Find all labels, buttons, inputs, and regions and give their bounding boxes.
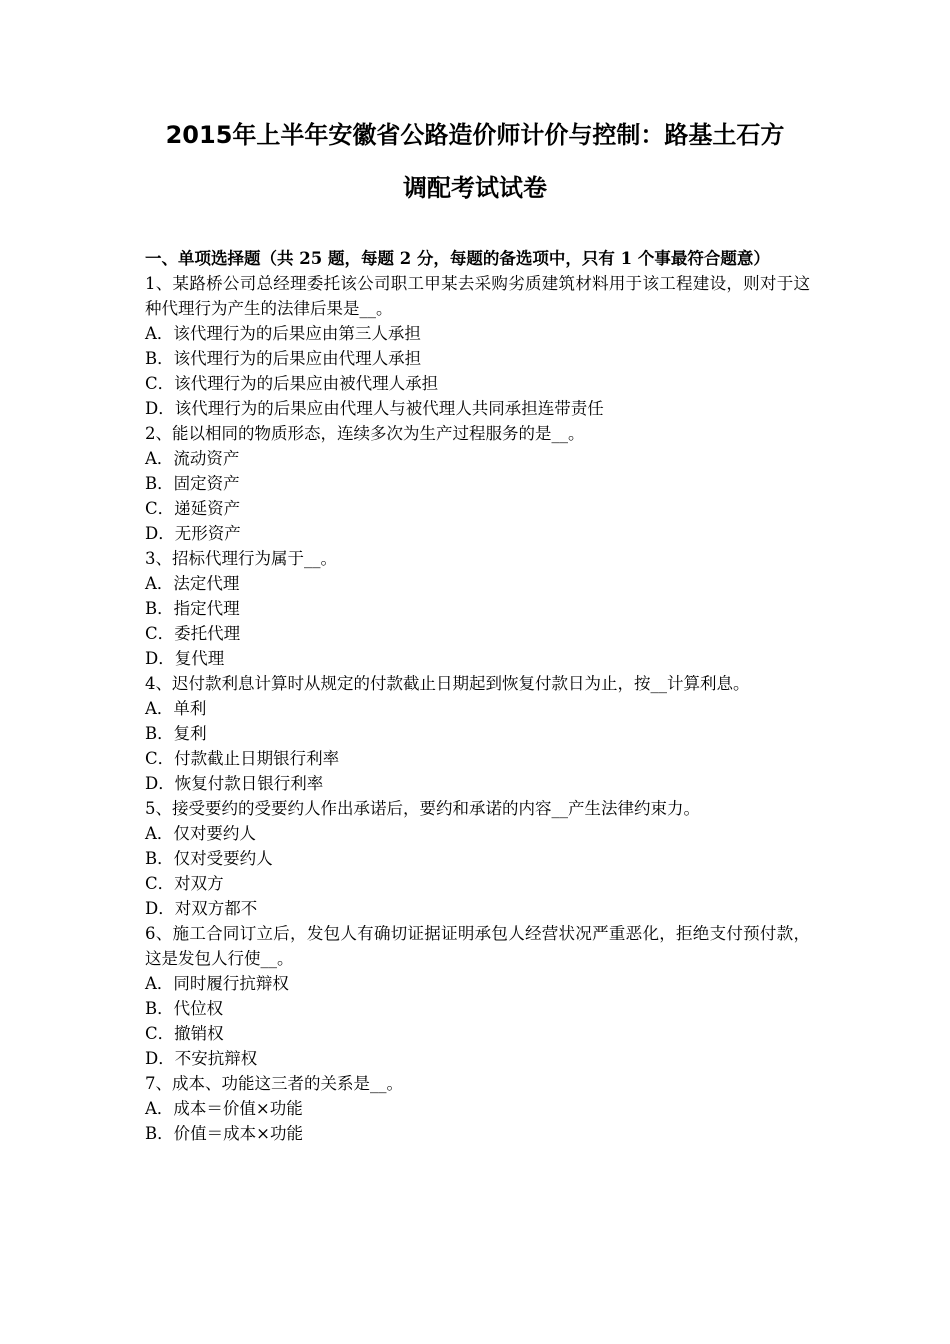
document-title-line-2: 调配考试试卷 [403,174,547,202]
question-5-stem: 5、接受要约的受要约人作出承诺后，要约和承诺的内容__产生法律约束力。 [145,799,700,818]
question-4-option-c: C．付款截止日期银行利率 [145,749,340,768]
question-6-option-d: D．不安抗辩权 [145,1049,258,1068]
question-5-option-d: D．对双方都不 [145,899,258,918]
document-title-line-1: 2015年上半年安徽省公路造价师计价与控制：路基土石方 [165,121,785,149]
question-5-option-b: B．仅对受要约人 [145,849,273,868]
question-2-stem: 2、能以相同的物质形态，连续多次为生产过程服务的是__。 [145,424,585,443]
document-body [145,246,810,1146]
section-heading: 一、单项选择题（共 25 题，每题 2 分，每题的备选项中，只有 1 个事最符合题意） [145,249,770,268]
question-3-option-d: D．复代理 [145,649,225,668]
question-6-option-a: A．同时履行抗辩权 [145,974,289,993]
question-7-stem: 7、成本、功能这三者的关系是__。 [145,1074,403,1093]
question-1-option-a: A．该代理行为的后果应由第三人承担 [145,324,421,343]
question-6-stem: 6、施工合同订立后，发包人有确切证据证明承包人经营状况严重恶化，拒绝支付预付款，这是发包人行使__。 [145,924,810,968]
question-3-option-a: A．法定代理 [145,574,240,593]
question-4-option-b: B．复利 [145,724,207,743]
question-2-option-b: B．固定资产 [145,474,240,493]
question-3-option-c: C．委托代理 [145,624,241,643]
question-1-option-c: C．该代理行为的后果应由被代理人承担 [145,374,439,393]
question-3-option-b: B．指定代理 [145,599,240,618]
question-1-option-b: B．该代理行为的后果应由代理人承担 [145,349,422,368]
question-2-option-c: C．递延资产 [145,499,241,518]
question-2-option-a: A．流动资产 [145,449,240,468]
question-5-option-a: A．仅对要约人 [145,824,256,843]
question-7-option-b: B．价值＝成本×功能 [145,1124,303,1143]
question-2-option-d: D．无形资产 [145,524,241,543]
question-6-option-c: C．撤销权 [145,1024,224,1043]
question-3-stem: 3、招标代理行为属于__。 [145,549,337,568]
question-5-option-c: C．对双方 [145,874,224,893]
question-6-option-b: B．代位权 [145,999,224,1018]
question-4-option-d: D．恢复付款日银行利率 [145,774,324,793]
question-4-option-a: A．单利 [145,699,207,718]
question-7-option-a: A．成本＝价值×功能 [145,1099,303,1118]
question-1-option-d: D．该代理行为的后果应由代理人与被代理人共同承担连带责任 [145,399,604,418]
question-1-stem: 1、某路桥公司总经理委托该公司职工甲某去采购劣质建筑材料用于该工程建设，则对于这种代理行为产生的法律后果是__。 [145,274,810,318]
question-4-stem: 4、迟付款利息计算时从规定的付款截止日期起到恢复付款日为止，按__计算利息。 [145,674,750,693]
